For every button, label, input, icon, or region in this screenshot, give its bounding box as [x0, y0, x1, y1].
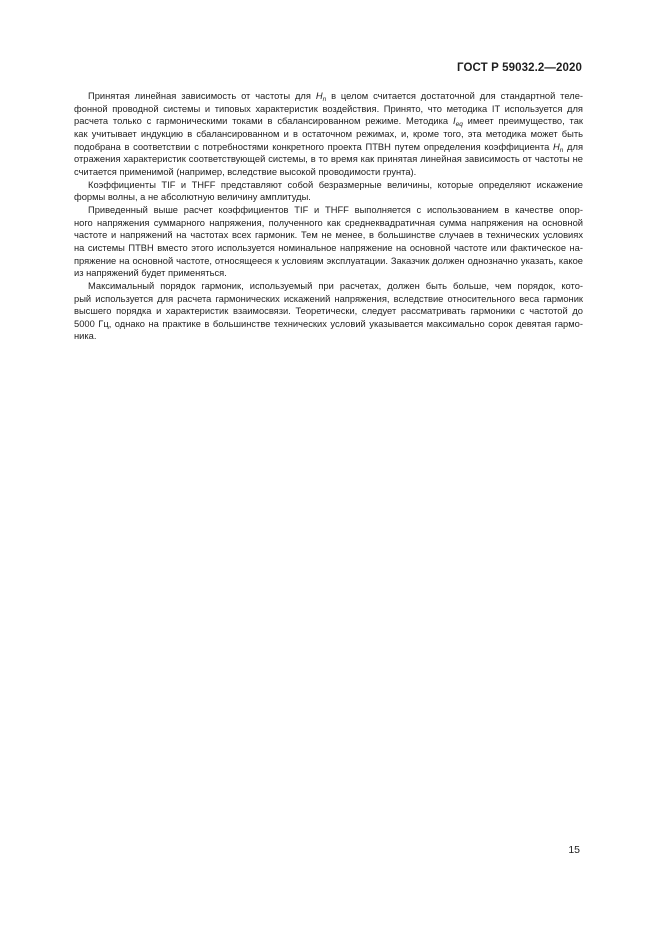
- text-line: отражения характеристик соответствующей системы, в то время как принятая линейная зависимость от частоты не: [74, 154, 583, 165]
- paragraph: [74, 90, 583, 179]
- paragraph: [74, 204, 583, 280]
- text-line: ника.: [74, 331, 97, 342]
- text-line: расчета только с гармоническими токами в сбалансированном режиме. Методика $I_{eq}$ имеет преимущество, так: [74, 116, 583, 129]
- text-line: пряжение на основной частоте, относящееся к условиям эксплуатации. Заказчик должен однозначно указать, какое: [74, 255, 583, 266]
- text-line: 5000 Гц, однако на практике в большинстве технических условий указывается максимально сорок девятая гармо-: [74, 318, 583, 329]
- math-symbol: $H_n$: [315, 91, 327, 103]
- text-line: формы волны, а не абсолютную величину амплитуды.: [74, 192, 311, 203]
- text-line: считается применимой (например, вследствие высокой проводимости грунта).: [74, 166, 417, 177]
- text-line: Коэффициенты TIF и THFF представляют собой безразмерные величины, которые определяют искажение: [88, 179, 583, 190]
- paragraph: [74, 179, 583, 204]
- text-line: на системы ПТВН вместо этого используется номинальное напряжение на основной частоте или фактическое на-: [74, 242, 583, 253]
- math-symbol: $I_{eq}$: [452, 116, 463, 129]
- text-line: частоте и напряжений на частотах всех гармоник. Тем не менее, в большинстве случаев в технических условиях: [74, 230, 583, 241]
- text-line: из напряжений будет применяться.: [74, 268, 227, 279]
- text-line: Принятая линейная зависимость от частоты для $H_n$ в целом считается достаточной для стандартной теле-: [88, 91, 583, 103]
- paragraph: [74, 280, 583, 343]
- text-line: ного напряжения суммарного напряжения, полученного как среднеквадратичная сумма напряжения на основной: [74, 217, 583, 228]
- text-line: фонной проводной системы и типовых характеристик воздействия. Принято, что методика IT используется для: [74, 103, 583, 114]
- text-line: подобрана в соответствии с потребностями конкретного проекта ПТВН путем определения коэффициента $H_n$ для: [74, 141, 583, 154]
- text-line: как учитывает индукцию в сбалансированном и в остаточном режимах, и, кроме того, эта методика может быть: [74, 128, 583, 139]
- math-symbol: $H_n$: [553, 141, 564, 154]
- page-number: 15: [568, 844, 580, 856]
- text-line: Приведенный выше расчет коэффициентов TIF и THFF выполняется с использованием в качестве опор-: [88, 204, 583, 215]
- standard-header: ГОСТ Р 59032.2—2020: [457, 62, 582, 74]
- document-body: [74, 90, 583, 343]
- text-line: высшего порядка и характеристик взаимосвязи. Теоретически, следует рассматривать гармоники с частотой до: [74, 306, 583, 317]
- text-line: Максимальный порядок гармоник, используемый при расчетах, должен быть больше, чем порядок, кото-: [88, 280, 583, 291]
- text-line: рый используется для расчета гармонических искажений напряжения, вследствие относительного веса гармоник: [74, 293, 583, 304]
